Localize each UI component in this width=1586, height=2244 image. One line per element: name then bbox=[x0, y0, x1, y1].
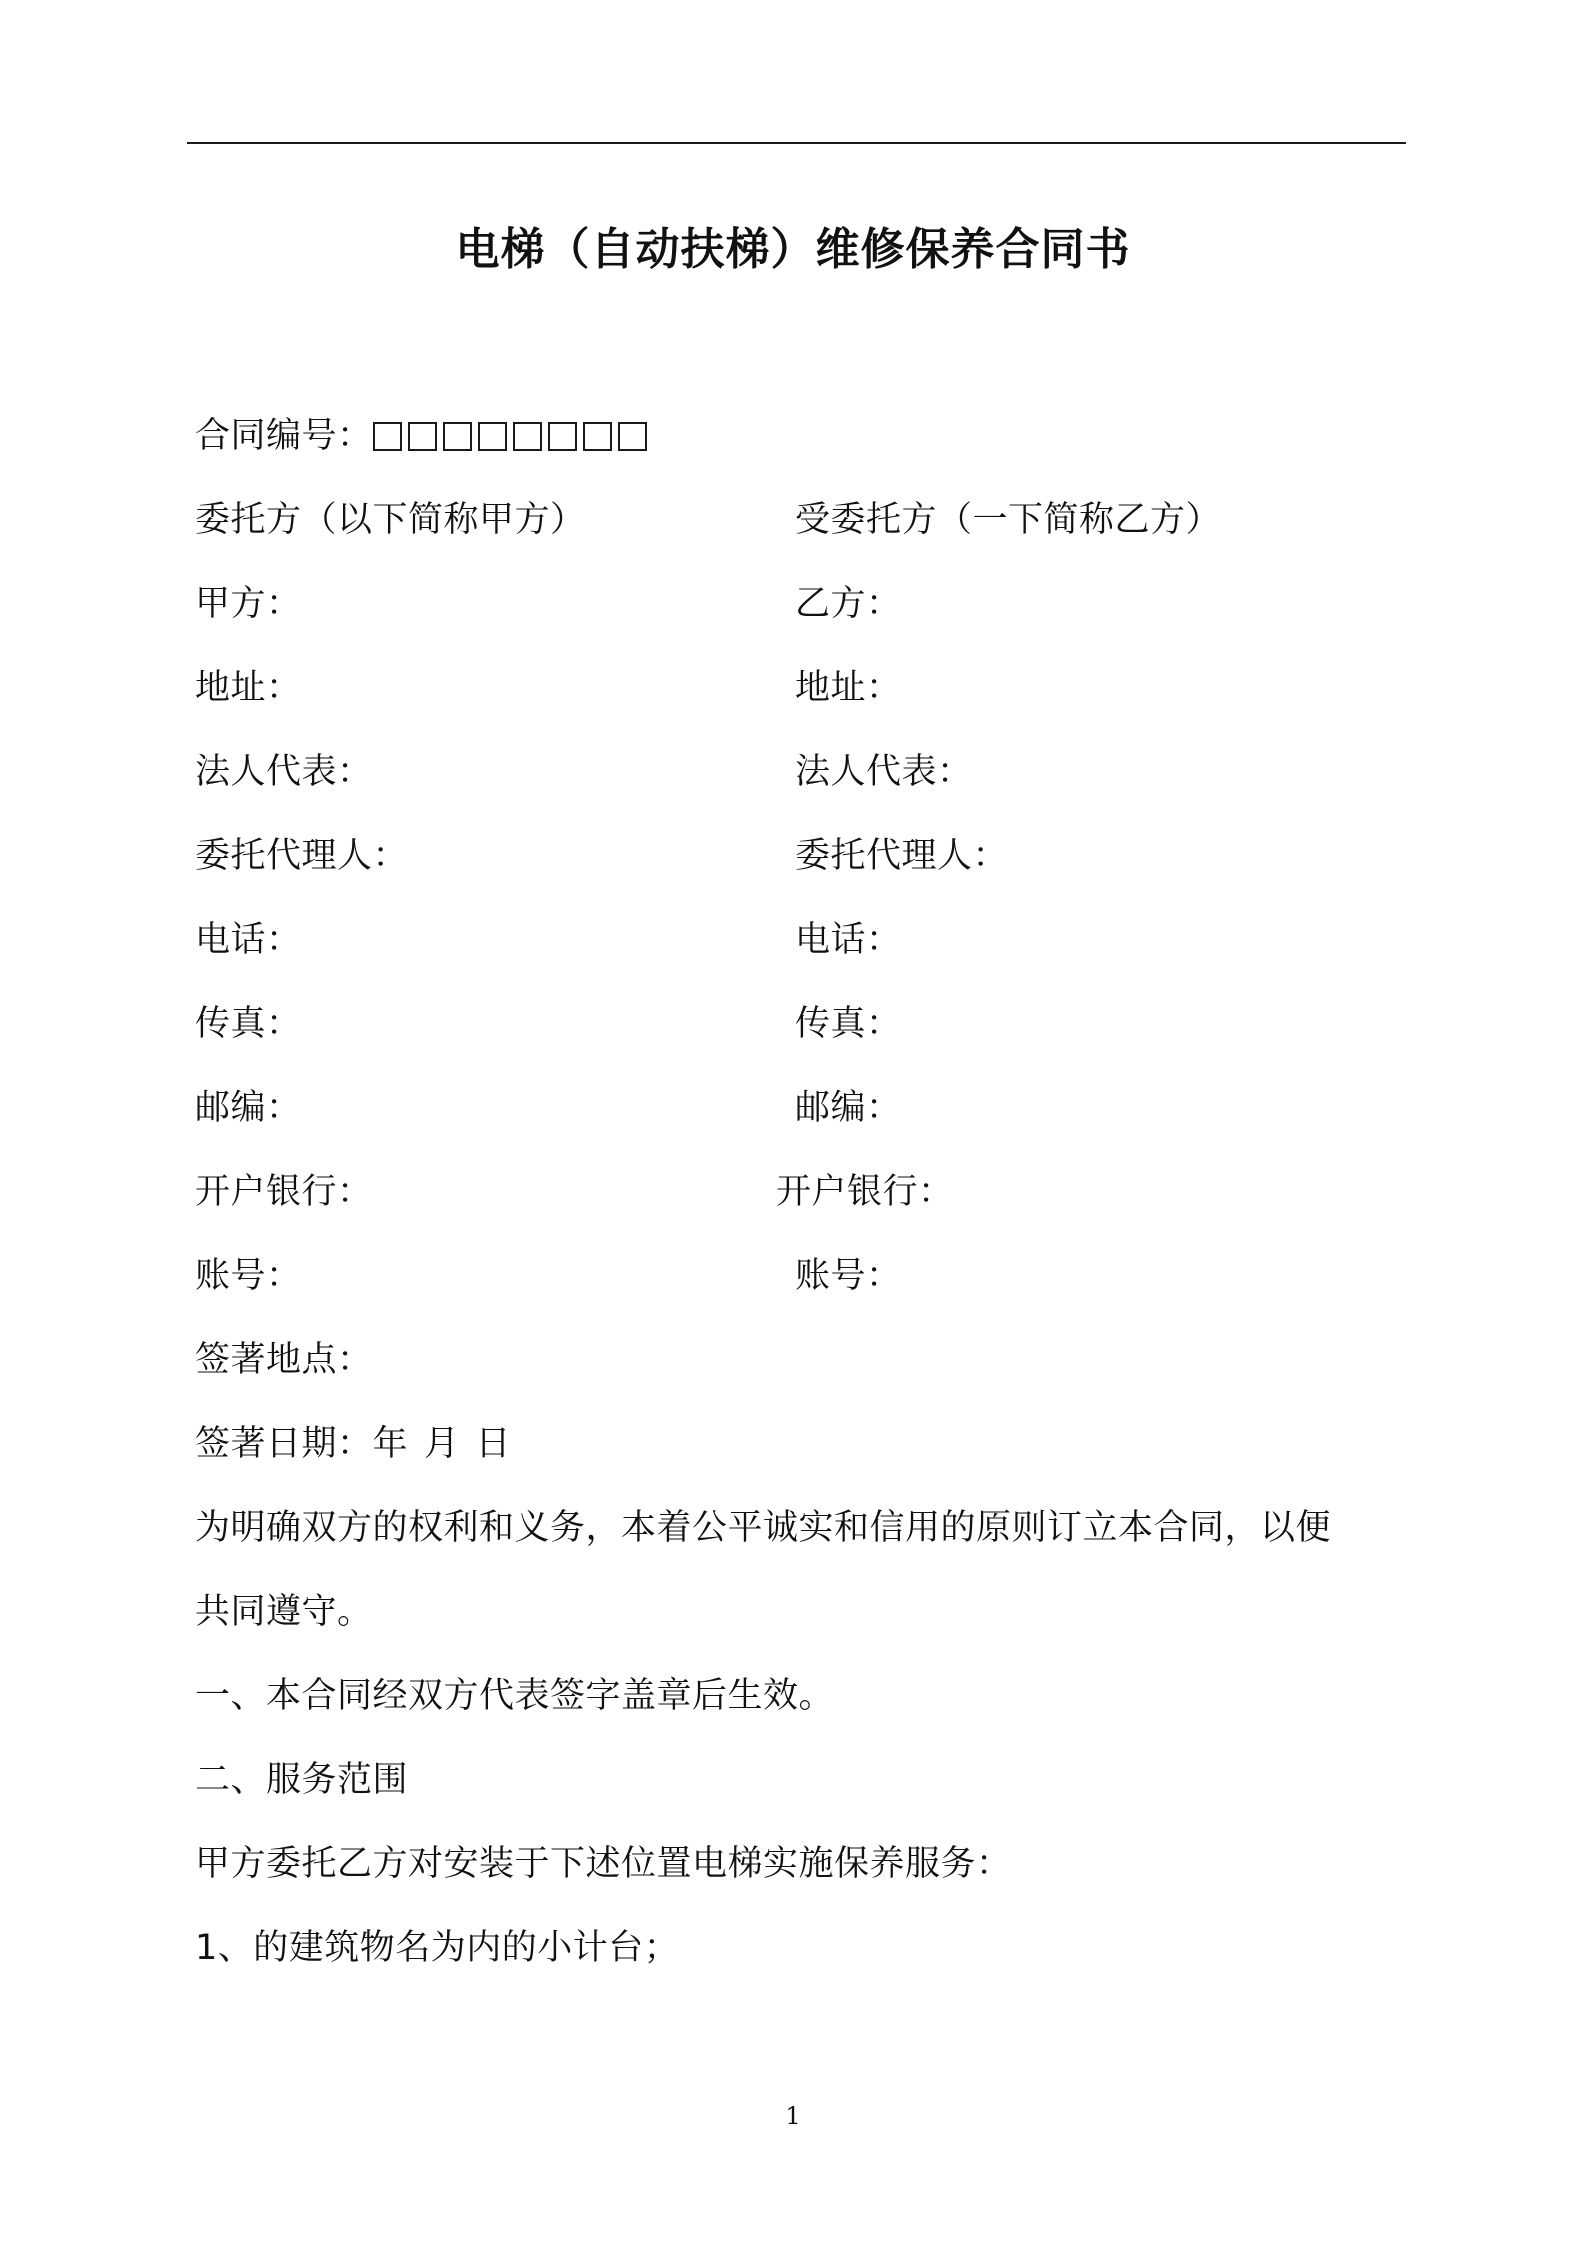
clause-2-intro: 甲方委托乙方对安装于下述位置电梯实施保养服务： bbox=[195, 1844, 1012, 1884]
party-a-field-phone: 电话： bbox=[195, 920, 302, 960]
blank-box bbox=[478, 422, 507, 451]
clause-1: 一、本合同经双方代表签字盖章后生效。 bbox=[195, 1676, 835, 1716]
party-b-field-account: 账号： bbox=[795, 1256, 902, 1296]
blank-box bbox=[373, 422, 402, 451]
blank-box bbox=[443, 422, 472, 451]
party-b-field-name: 乙方： bbox=[795, 584, 902, 624]
party-a-field-bank: 开户银行： bbox=[195, 1172, 373, 1212]
party-b-heading: 受委托方（一下简称乙方） bbox=[795, 500, 1222, 540]
blank-box bbox=[408, 422, 437, 451]
party-b-field-agent: 委托代理人： bbox=[795, 836, 1009, 876]
sign-date-month: 月 bbox=[424, 1424, 460, 1464]
header-rule bbox=[187, 142, 1406, 144]
party-b-field-phone: 电话： bbox=[795, 920, 902, 960]
party-a-field-name: 甲方： bbox=[195, 584, 302, 624]
clause-2-item-1: 1、的建筑物名为内的小计台； bbox=[195, 1928, 680, 1968]
party-a-field-agent: 委托代理人： bbox=[195, 836, 409, 876]
blank-box bbox=[513, 422, 542, 451]
party-a-field-account: 账号： bbox=[195, 1256, 302, 1296]
blank-box bbox=[618, 422, 647, 451]
sign-date-label: 签著日期： bbox=[195, 1424, 373, 1464]
party-a-field-fax: 传真： bbox=[195, 1004, 302, 1044]
document-title: 电梯（自动扶梯）维修保养合同书 bbox=[455, 224, 1131, 275]
party-b-field-postcode: 邮编： bbox=[795, 1088, 902, 1128]
contract-number-boxes bbox=[373, 412, 653, 468]
party-a-field-legal-rep: 法人代表： bbox=[195, 752, 373, 792]
party-b-field-address: 地址： bbox=[795, 668, 902, 708]
blank-box bbox=[548, 422, 577, 451]
sign-date-day: 日 bbox=[475, 1424, 512, 1464]
preamble-line-2: 共同遵守。 bbox=[195, 1592, 373, 1632]
blank-box bbox=[583, 422, 612, 451]
sign-date bbox=[195, 1416, 511, 1472]
party-a-heading: 委托方（以下简称甲方） bbox=[195, 500, 586, 540]
clause-2-heading: 二、服务范围 bbox=[195, 1760, 409, 1800]
party-a-field-address: 地址： bbox=[195, 668, 302, 708]
page-number: 1 bbox=[785, 2102, 801, 2130]
sign-date-year: 年 bbox=[372, 1424, 409, 1464]
preamble-line-1: 为明确双方的权利和义务，本着公平诚实和信用的原则订立本合同，以便 bbox=[195, 1508, 1332, 1548]
sign-place: 签著地点： bbox=[195, 1340, 373, 1380]
party-a-field-postcode: 邮编： bbox=[195, 1088, 302, 1128]
contract-number-line bbox=[195, 408, 653, 468]
party-b-field-bank: 开户银行： bbox=[776, 1172, 954, 1212]
contract-number-label: 合同编号： bbox=[195, 416, 373, 456]
party-b-field-legal-rep: 法人代表： bbox=[795, 752, 973, 792]
party-b-field-fax: 传真： bbox=[795, 1004, 902, 1044]
